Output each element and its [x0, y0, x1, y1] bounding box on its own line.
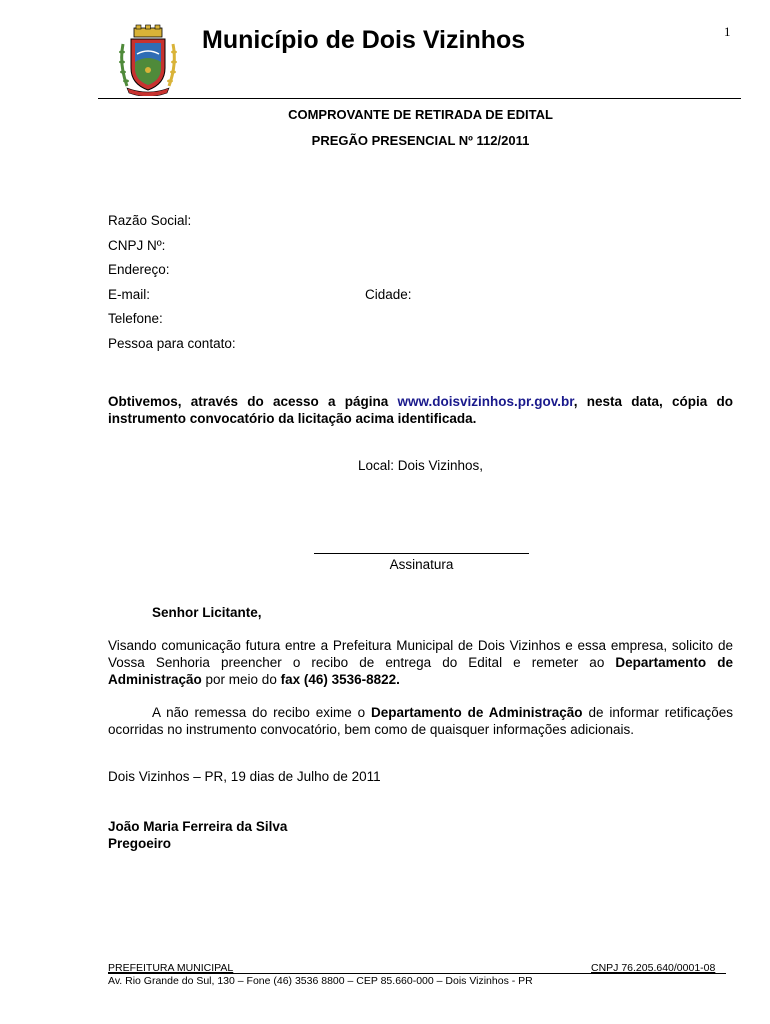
field-pessoa-contato: Pessoa para contato:	[108, 336, 236, 351]
notice-p1-fax: fax (46) 3536-8822.	[280, 672, 400, 687]
notice-p1-text: Visando comunicação futura entre a Prefeitura Municipal de Dois Vizinhos e essa empresa, solicito de Vossa Senhoria preencher o recibo de entrega do Edital e remeter ao	[108, 638, 733, 670]
page-title: Município de Dois Vizinhos	[202, 26, 526, 54]
local-line: Local: Dois Vizinhos,	[357, 458, 484, 473]
page-number: 1	[724, 24, 731, 39]
footer-divider	[108, 973, 726, 974]
document-subheading: PREGÃO PRESENCIAL Nº 112/2011	[311, 133, 530, 148]
footer-cnpj: CNPJ 76.205.640/0001-08	[591, 962, 716, 974]
notice-p2-dept: Departamento de Administração	[371, 705, 583, 720]
footer-org: PREFEITURA MUNICIPAL	[108, 962, 234, 974]
declaration-text-end: , nesta data, cópia do instrumento convocatório da licitação acima identificada.	[108, 394, 734, 426]
notice-paragraph-1	[108, 637, 733, 688]
notice-p1-dept: Departamento de Administração	[108, 655, 734, 687]
signer-name: João Maria Ferreira da Silva	[108, 819, 288, 834]
website-link[interactable]: www.doisvizinhos.pr.gov.br	[397, 394, 574, 409]
header-divider	[98, 98, 741, 99]
signature-label: Assinatura	[389, 557, 454, 572]
field-cnpj: CNPJ Nº:	[108, 238, 166, 253]
signature-line	[314, 553, 529, 554]
salutation: Senhor Licitante,	[152, 605, 262, 620]
document-heading: COMPROVANTE DE RETIRADA DE EDITAL	[288, 107, 553, 122]
footer-address: Av. Rio Grande do Sul, 130 – Fone (46) 3536 8800 – CEP 85.660-000 – Dois Vizinhos - PR	[108, 975, 533, 987]
declaration-paragraph	[108, 393, 733, 427]
notice-p1-text-2: por meio do	[201, 672, 281, 687]
declaration-text-start: Obtivemos, através do acesso a página	[108, 394, 398, 409]
field-razao-social: Razão Social:	[108, 213, 192, 228]
date-line: Dois Vizinhos – PR, 19 dias de Julho de 2011	[108, 769, 381, 784]
field-email: E-mail:	[108, 287, 151, 302]
signer-role: Pregoeiro	[108, 836, 172, 851]
field-endereco: Endereço:	[108, 262, 170, 277]
notice-p2-text-2: de informar retificações ocorridas no instrumento convocatório, bem como de quaisquer informações adicionais.	[108, 705, 733, 737]
notice-p2-text: A não remessa do recibo exime o	[152, 705, 371, 720]
field-cidade: Cidade:	[365, 287, 412, 302]
municipal-coat-of-arms-icon	[117, 24, 179, 96]
notice-paragraph-2	[108, 704, 733, 738]
field-telefone: Telefone:	[108, 311, 163, 326]
